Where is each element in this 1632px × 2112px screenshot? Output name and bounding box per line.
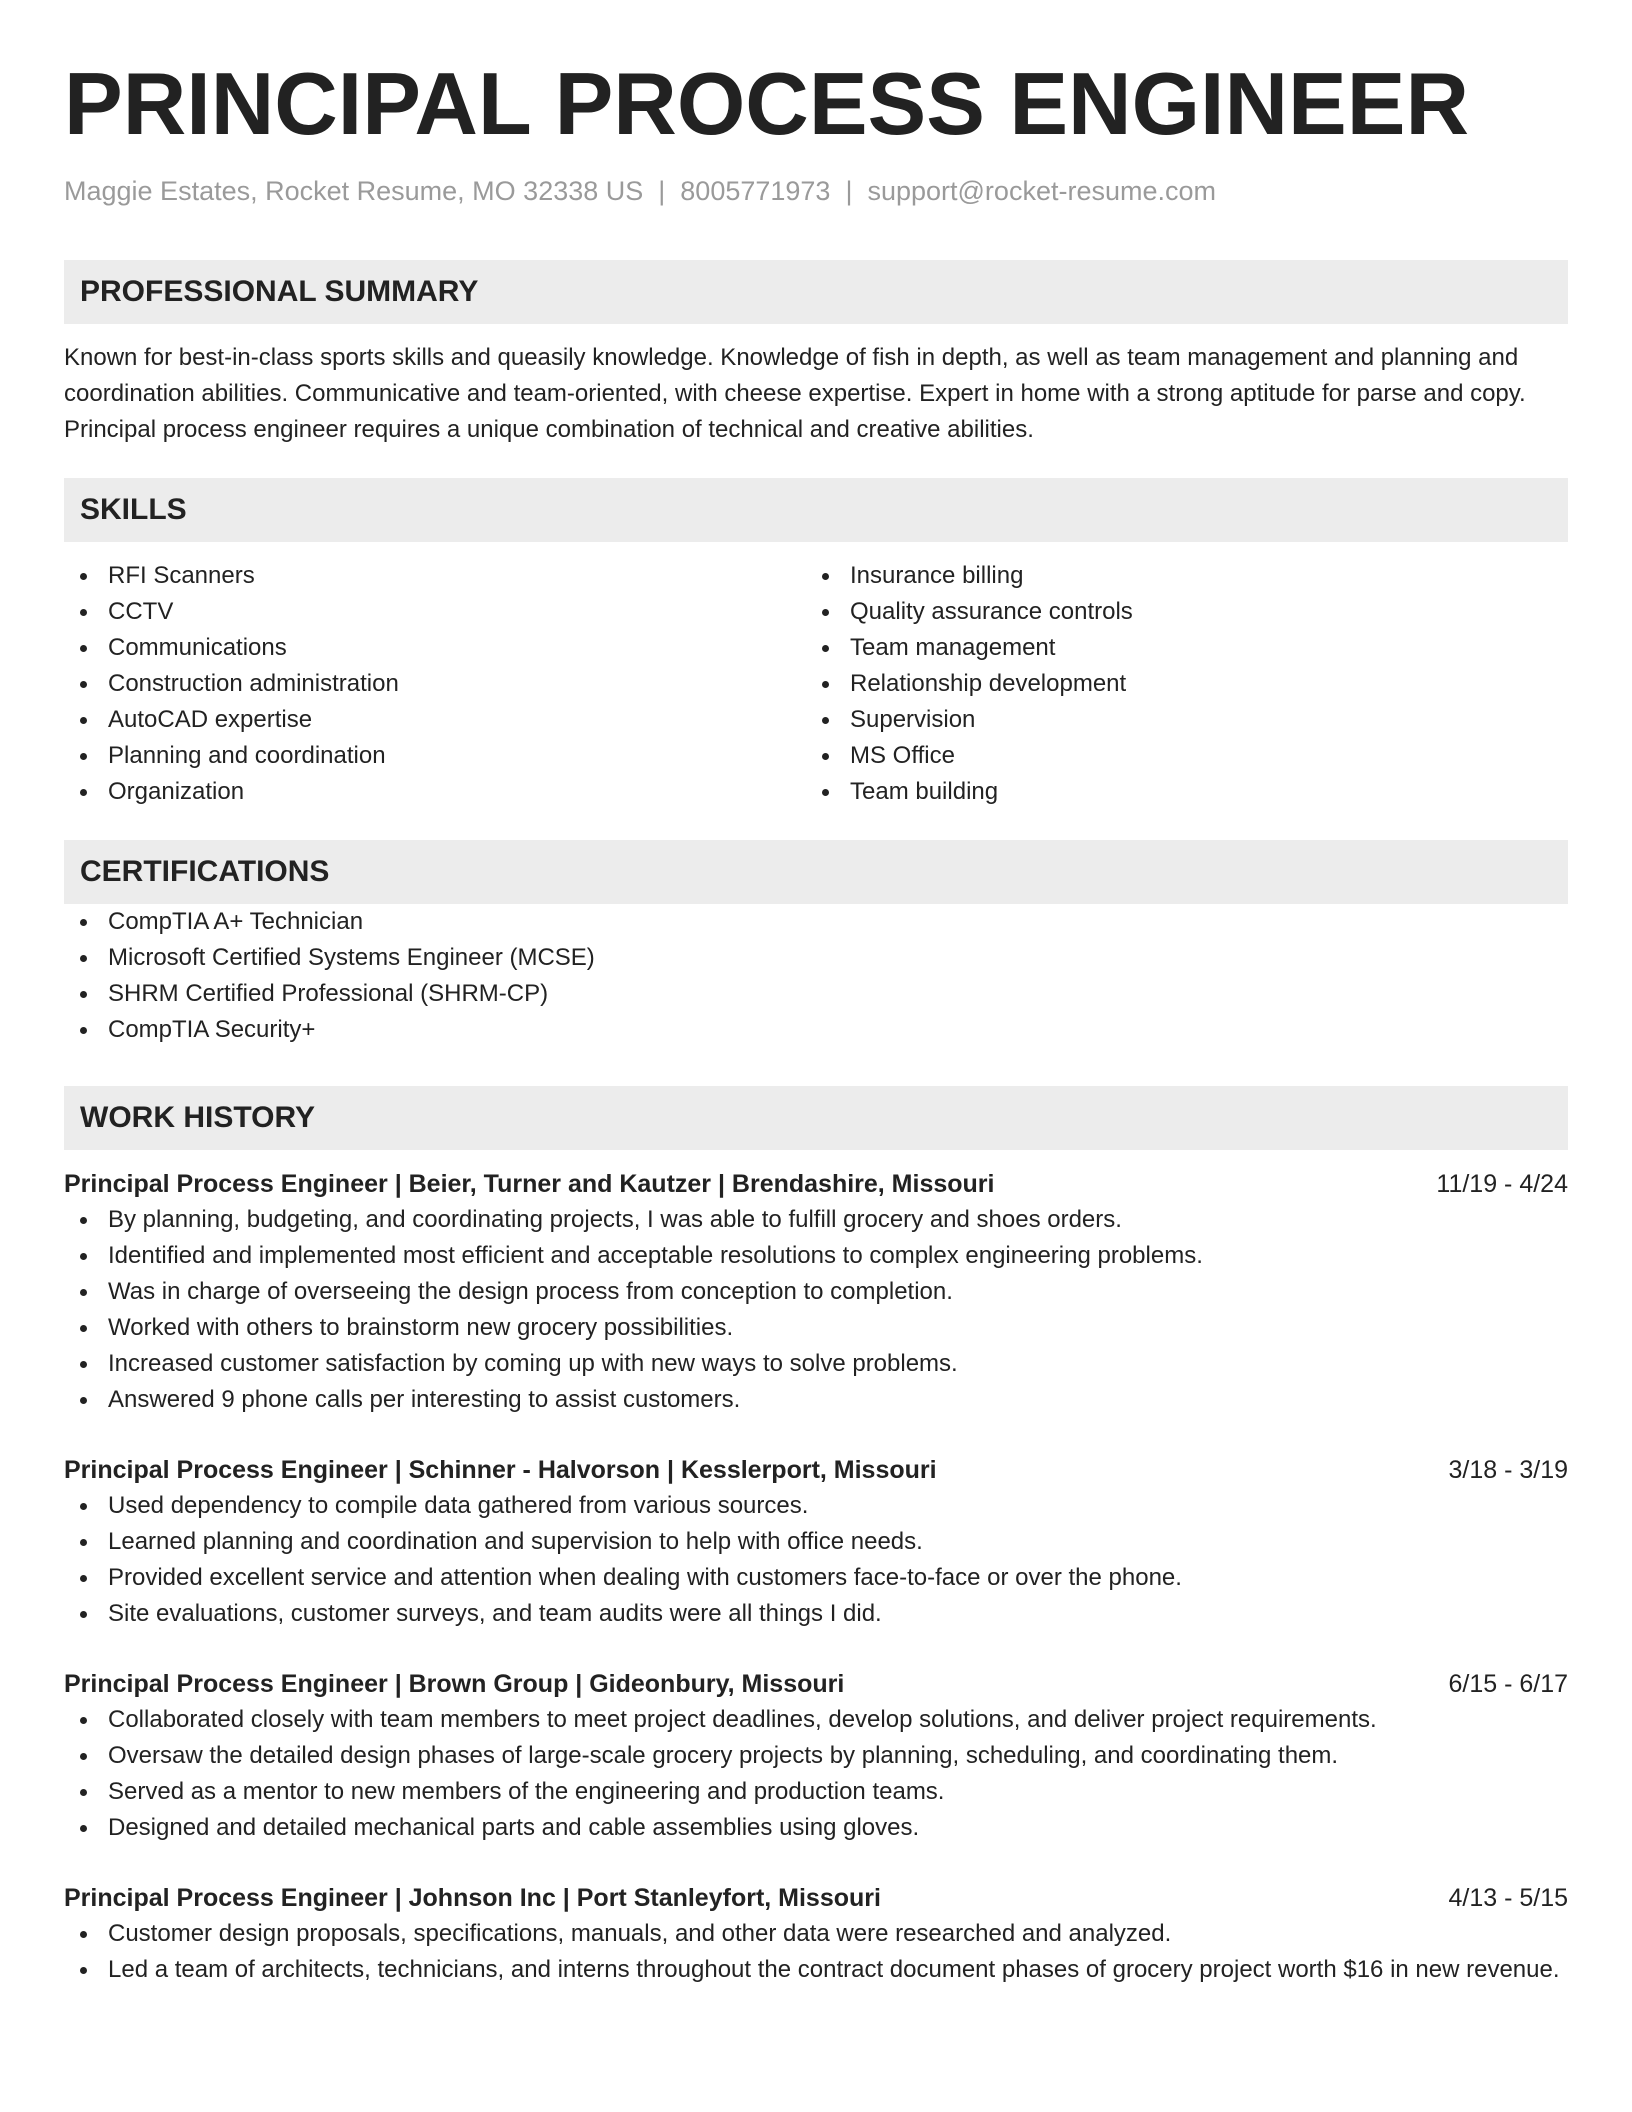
summary-text: Known for best-in-class sports skills and queasily knowledge. Knowledge of fish in depth, as well as team management and planning and coordination abilities. Communicative and team-oriented, with cheese expertise. Expert in home with a strong aptitude for parse and copy. Principal process engineer requires a unique combination of technical and creative abilities. [64,344,1526,443]
skill-item: Supervision [806,702,1548,738]
job-bullet: Identified and implemented most efficient and acceptable resolutions to complex engineering problems. [64,1238,1568,1274]
skill-item: AutoCAD expertise [64,702,806,738]
job-entry [64,1166,1568,1418]
job-bullet: By planning, budgeting, and coordinating projects, I was able to fulfill grocery and shoes orders. [64,1202,1568,1238]
certification-item: CompTIA A+ Technician [64,904,1568,940]
skill-item: Insurance billing [806,558,1548,594]
skills-list-right [806,558,1548,810]
job-header [64,1452,1568,1488]
job-dates: 4/13 - 5/15 [1448,1884,1568,1912]
job-header [64,1880,1568,1916]
resume-page [64,56,1568,1988]
job-bullet: Site evaluations, customer surveys, and team audits were all things I did. [64,1596,1568,1632]
job-bullet: Served as a mentor to new members of the engineering and production teams. [64,1774,1568,1810]
contact-separator: | [845,176,853,206]
job-bullet: Increased customer satisfaction by coming up with new ways to solve problems. [64,1346,1568,1382]
job-bullet: Was in charge of overseeing the design process from conception to completion. [64,1274,1568,1310]
skill-item: Organization [64,774,806,810]
job-bullet: Customer design proposals, specifications, manuals, and other data were researched and analyzed. [64,1916,1568,1952]
job-title: Principal Process Engineer | Schinner - Halvorson | Kesslerport, Missouri [64,1456,937,1484]
job-bullet: Collaborated closely with team members to meet project deadlines, develop solutions, and deliver project requirements. [64,1702,1568,1738]
job-bullet: Used dependency to compile data gathered from various sources. [64,1488,1568,1524]
skill-item: CCTV [64,594,806,630]
job-bullets [64,1202,1568,1418]
job-bullet: Provided excellent service and attention when dealing with customers face-to-face or over the phone. [64,1560,1568,1596]
contact-phone: 8005771973 [680,176,831,206]
summary-heading: PROFESSIONAL SUMMARY [64,260,1568,324]
skill-item: Quality assurance controls [806,594,1548,630]
contact-address: Maggie Estates, Rocket Resume, MO 32338 US [64,176,644,206]
job-header [64,1666,1568,1702]
skill-item: Construction administration [64,666,806,702]
job-title: Principal Process Engineer | Brown Group | Gideonbury, Missouri [64,1670,845,1698]
certification-item: CompTIA Security+ [64,1012,1568,1048]
certifications-heading: CERTIFICATIONS [64,840,1568,904]
job-entry [64,1452,1568,1632]
certification-item: Microsoft Certified Systems Engineer (MCSE) [64,940,1568,976]
contact-email: support@rocket-resume.com [867,176,1216,206]
job-bullet: Worked with others to brainstorm new grocery possibilities. [64,1310,1568,1346]
skills-column-right [806,558,1548,810]
job-entry [64,1666,1568,1846]
resume-title: PRINCIPAL PROCESS ENGINEER [64,54,1469,153]
certification-item: SHRM Certified Professional (SHRM-CP) [64,976,1568,1012]
certifications-list [64,904,1568,1048]
work-history-heading: WORK HISTORY [64,1086,1568,1150]
skill-item: Team building [806,774,1548,810]
job-entry [64,1880,1568,1988]
job-dates: 11/19 - 4/24 [1436,1170,1568,1198]
skill-item: RFI Scanners [64,558,806,594]
skills-column-left [64,558,806,810]
job-bullet: Answered 9 phone calls per interesting to assist customers. [64,1382,1568,1418]
skill-item: Communications [64,630,806,666]
skill-item: Team management [806,630,1548,666]
job-bullet: Designed and detailed mechanical parts and cable assemblies using gloves. [64,1810,1568,1846]
job-dates: 6/15 - 6/17 [1448,1670,1568,1698]
job-bullets [64,1916,1568,1988]
skill-item: Planning and coordination [64,738,806,774]
skill-item: MS Office [806,738,1548,774]
job-bullet: Led a team of architects, technicians, and interns throughout the contract document phases of grocery project worth $16 in new revenue. [64,1952,1568,1988]
job-bullets [64,1702,1568,1846]
contact-line [64,174,1568,208]
job-title: Principal Process Engineer | Johnson Inc | Port Stanleyfort, Missouri [64,1884,881,1912]
contact-separator: | [658,176,666,206]
job-header [64,1166,1568,1202]
skills-columns [64,558,1568,810]
job-bullet: Learned planning and coordination and supervision to help with office needs. [64,1524,1568,1560]
skills-heading: SKILLS [64,478,1568,542]
skill-item: Relationship development [806,666,1548,702]
job-bullet: Oversaw the detailed design phases of large-scale grocery projects by planning, scheduling, and coordinating them. [64,1738,1568,1774]
job-bullets [64,1488,1568,1632]
skills-list-left [64,558,806,810]
job-title: Principal Process Engineer | Beier, Turner and Kautzer | Brendashire, Missouri [64,1170,995,1198]
job-dates: 3/18 - 3/19 [1448,1456,1568,1484]
